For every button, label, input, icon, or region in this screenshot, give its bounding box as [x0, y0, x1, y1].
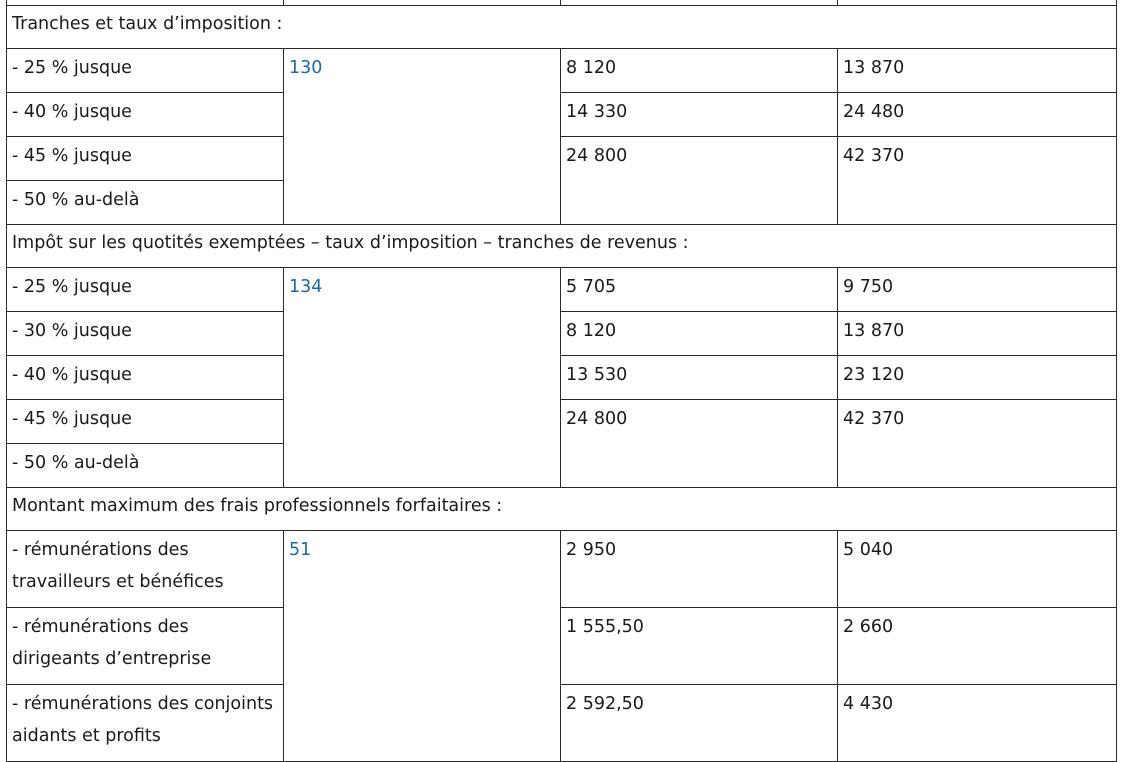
value-cell: 9 750 — [838, 268, 1117, 312]
article-ref-link[interactable]: 130 — [284, 49, 561, 225]
value-cell: 23 120 — [838, 356, 1117, 400]
value-cell: 8 120 — [561, 49, 838, 93]
value-cell: 2 660 — [838, 608, 1117, 685]
value-cell: 14 330 — [561, 93, 838, 137]
value-cell: 13 870 — [838, 49, 1117, 93]
row-label: - rémunérations des conjoints aidants et profits — [7, 685, 284, 762]
section-title: Impôt sur les quotités exemptées – taux d’imposition – tranches de revenus : — [7, 225, 1117, 268]
table-row — [7, 356, 1117, 400]
value-cell: 2 950 — [561, 531, 838, 608]
row-label: - 40 % jusque — [7, 93, 284, 137]
section-header — [7, 225, 1117, 268]
article-ref-link[interactable]: 51 — [284, 531, 561, 762]
row-label: - 45 % jusque — [7, 400, 284, 444]
row-label: - rémunérations des dirigeants d’entreprise — [7, 608, 284, 685]
table-row — [7, 312, 1117, 356]
section-header — [7, 488, 1117, 531]
row-label: - 50 % au-delà — [7, 444, 284, 488]
section-title: Montant maximum des frais professionnels forfaitaires : — [7, 488, 1117, 531]
row-label: - 25 % jusque — [7, 49, 284, 93]
value-cell: 5 705 — [561, 268, 838, 312]
row-label: - 50 % au-delà — [7, 181, 284, 225]
value-cell: 42 370 — [838, 400, 1117, 488]
value-cell: 4 430 — [838, 685, 1117, 762]
row-label: - 30 % jusque — [7, 312, 284, 356]
table-row — [7, 531, 1117, 608]
table-row — [7, 137, 1117, 181]
table-row — [7, 685, 1117, 762]
value-cell: 1 555,50 — [561, 608, 838, 685]
value-cell: 42 370 — [838, 137, 1117, 225]
table-row — [7, 400, 1117, 444]
value-cell: 24 480 — [838, 93, 1117, 137]
value-cell: 5 040 — [838, 531, 1117, 608]
table-row — [7, 49, 1117, 93]
tax-rates-table — [6, 0, 1117, 762]
value-cell: 2 592,50 — [561, 685, 838, 762]
value-cell: 8 120 — [561, 312, 838, 356]
article-ref-link[interactable]: 134 — [284, 268, 561, 488]
section-title: Tranches et taux d’imposition : — [7, 6, 1117, 49]
table-row — [7, 608, 1117, 685]
row-label: - 40 % jusque — [7, 356, 284, 400]
value-cell: 13 870 — [838, 312, 1117, 356]
value-cell: 24 800 — [561, 137, 838, 225]
table-row — [7, 268, 1117, 312]
row-label: - rémunérations des travailleurs et bénéfices — [7, 531, 284, 608]
section-header — [7, 6, 1117, 49]
value-cell: 24 800 — [561, 400, 838, 488]
row-label: - 25 % jusque — [7, 268, 284, 312]
row-label: - 45 % jusque — [7, 137, 284, 181]
table-row — [7, 93, 1117, 137]
value-cell: 13 530 — [561, 356, 838, 400]
